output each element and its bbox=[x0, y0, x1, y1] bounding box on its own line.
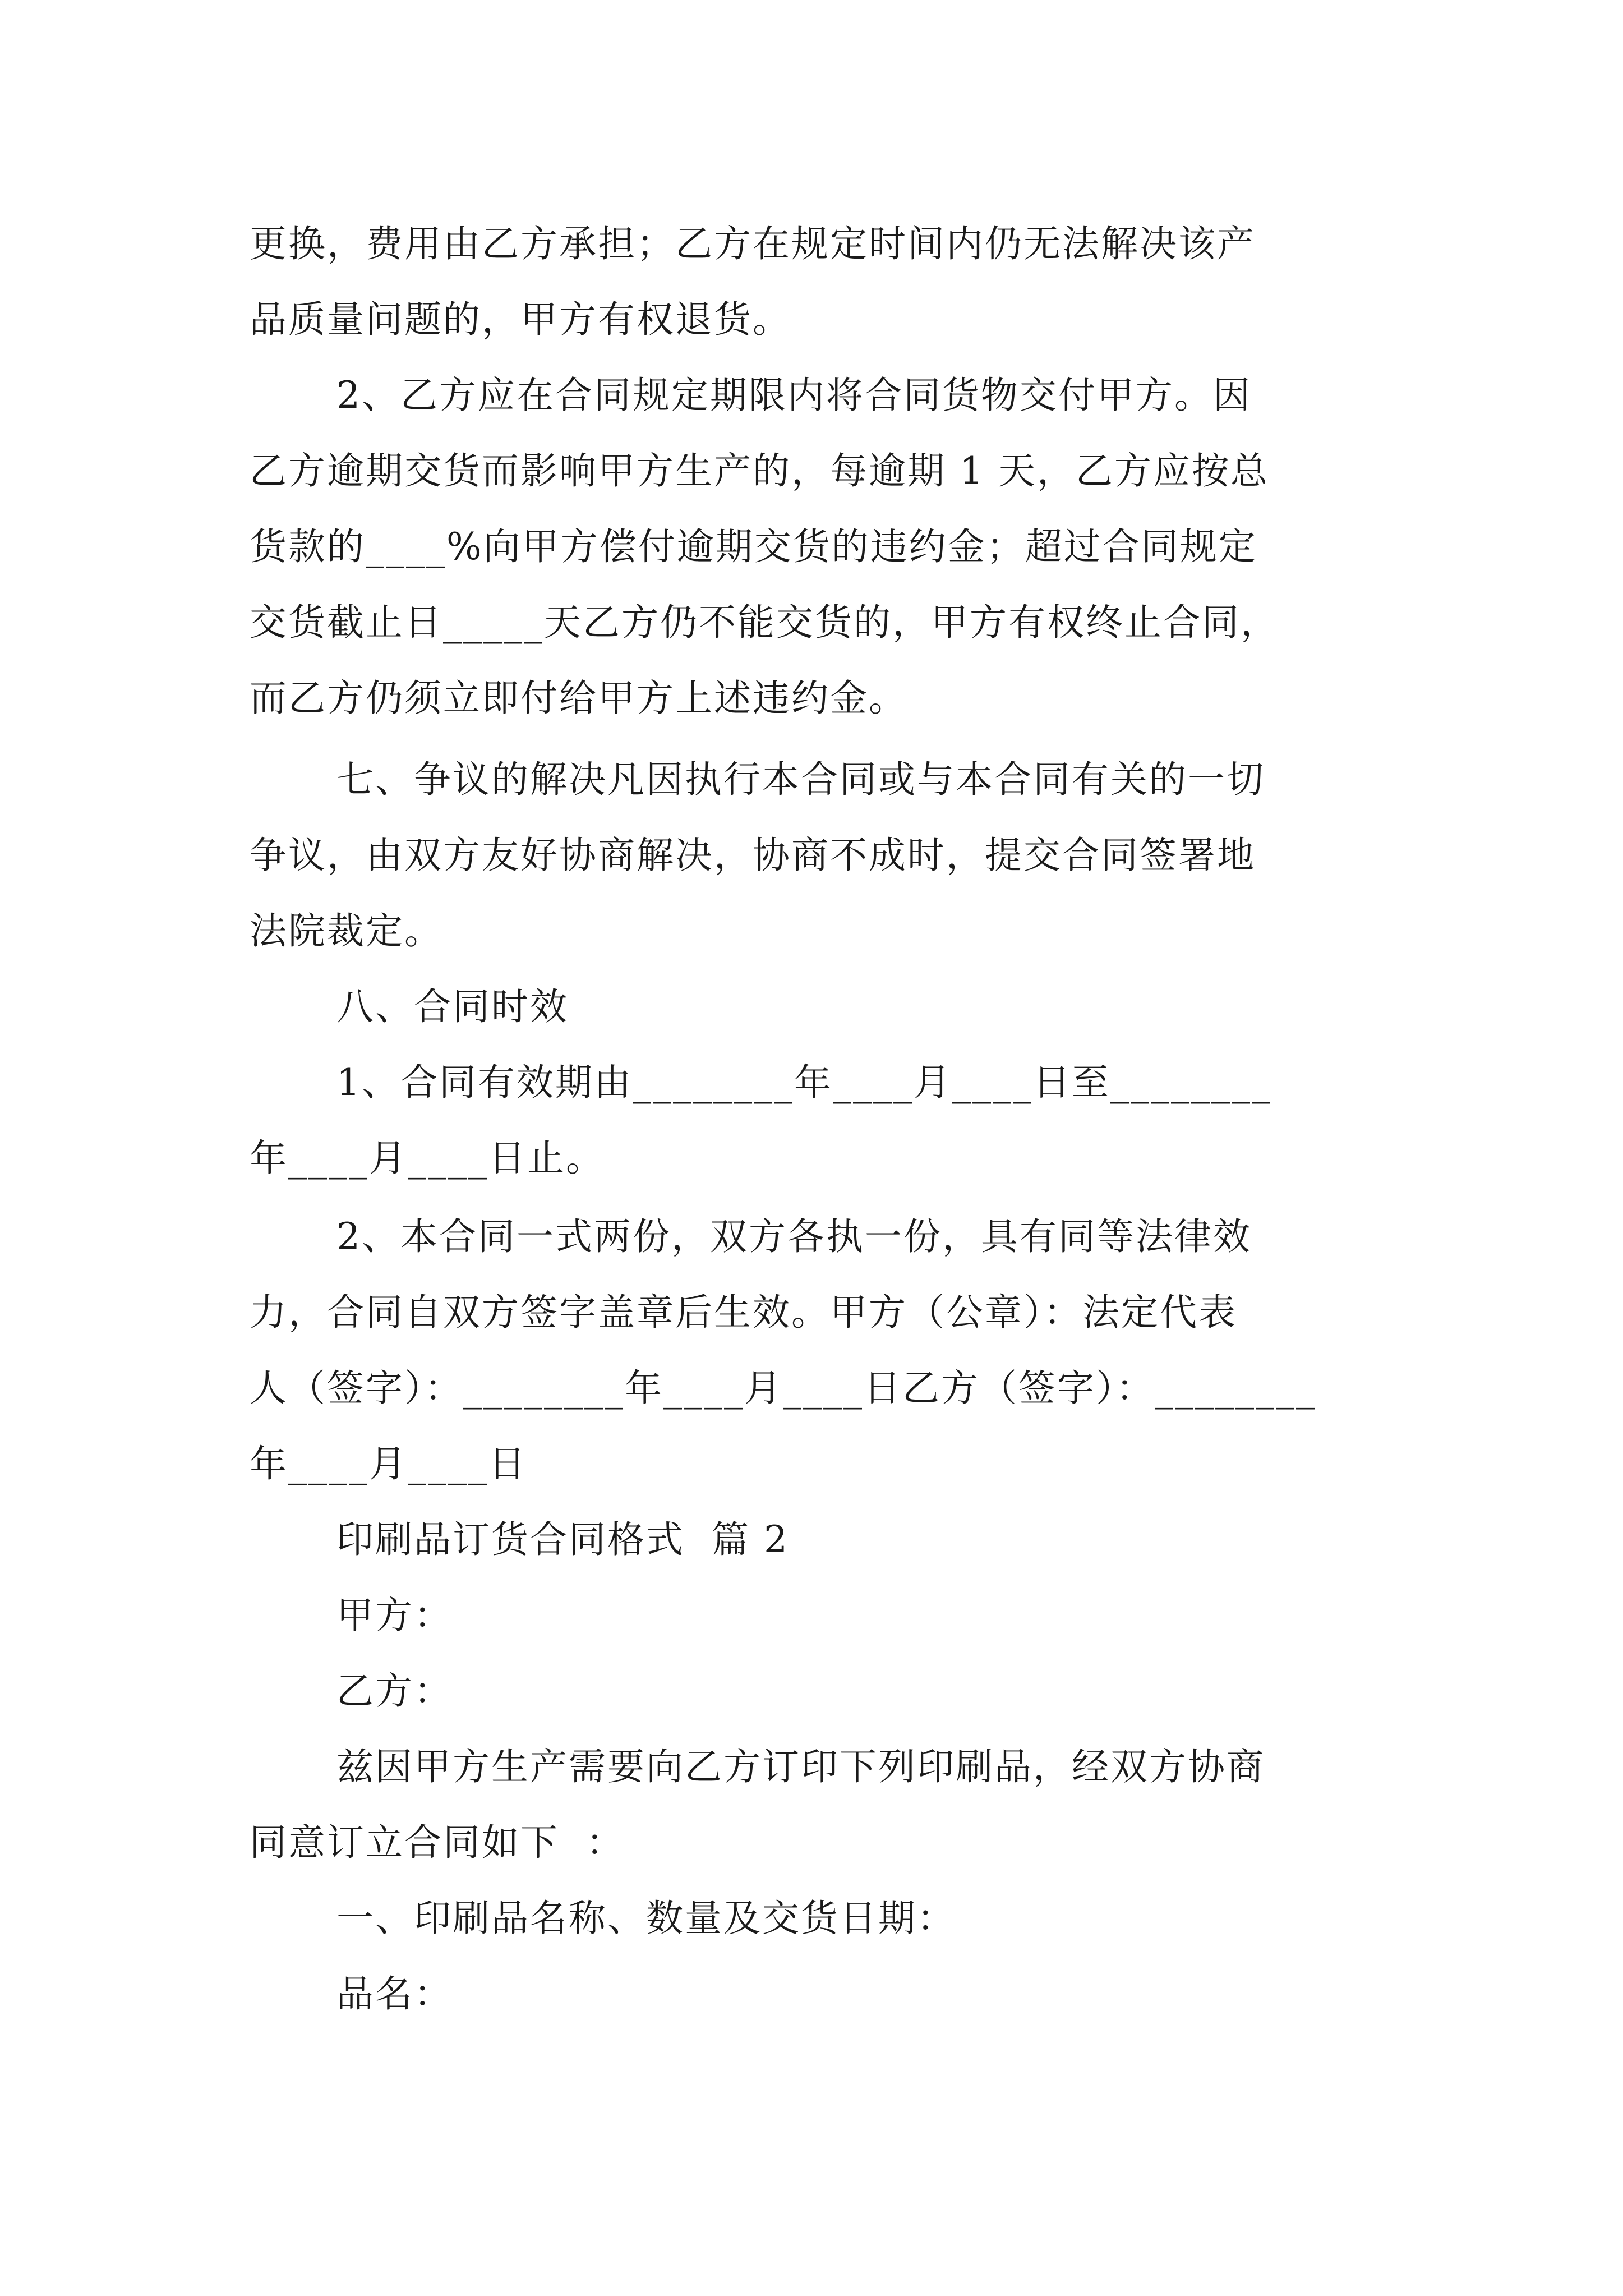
paragraph-line: 货款的____%向甲方偿付逾期交货的违约金；超过合同规定 bbox=[250, 525, 1257, 568]
paragraph-line: 力，合同自双方签字盖章后生效。甲方（公章）：法定代表 bbox=[250, 1291, 1237, 1334]
paragraph-line: 法院裁定。 bbox=[250, 909, 443, 953]
paragraph-line: 2、本合同一式两份，双方各执一份，具有同等法律效 bbox=[336, 1215, 1252, 1258]
paragraph-line: 兹因甲方生产需要向乙方订印下列印刷品，经双方协商 bbox=[336, 1745, 1265, 1788]
paragraph-line: 更换，费用由乙方承担；乙方在规定时间内仍无法解决该产 bbox=[250, 222, 1256, 265]
section-title: 印刷品订货合同格式 篇 2 bbox=[336, 1518, 789, 1561]
paragraph-line: 1、合同有效期由________年____月____日至________ bbox=[336, 1061, 1272, 1104]
paragraph-line: 七、争议的解决凡因执行本合同或与本合同有关的一切 bbox=[336, 758, 1265, 801]
section-heading: 一、印刷品名称、数量及交货日期： bbox=[336, 1897, 956, 1940]
paragraph-line: 交货截止日_____天乙方仍不能交货的，甲方有权终止合同， bbox=[250, 601, 1279, 644]
paragraph-line: 乙方逾期交货而影响甲方生产的，每逾期 1 天，乙方应按总 bbox=[250, 449, 1269, 493]
paragraph-line: 人（签字）：________年____月____日乙方（签字）：________ bbox=[250, 1366, 1316, 1410]
paragraph-line: 年____月____日 bbox=[250, 1442, 527, 1485]
party-b-label: 乙方： bbox=[336, 1669, 453, 1713]
party-a-label: 甲方： bbox=[336, 1594, 453, 1637]
paragraph-line: 年____月____日止。 bbox=[250, 1137, 605, 1180]
paragraph-line: 品质量问题的，甲方有权退货。 bbox=[250, 298, 791, 341]
paragraph-line: 争议，由双方友好协商解决，协商不成时，提交合同签署地 bbox=[250, 834, 1256, 877]
paragraph-line: 2、乙方应在合同规定期限内将合同货物交付甲方。因 bbox=[336, 374, 1252, 417]
paragraph-line: 同意订立合同如下 ： bbox=[250, 1821, 625, 1864]
item-name-label: 品名： bbox=[336, 1972, 453, 2016]
section-heading: 八、合同时效 bbox=[336, 985, 569, 1028]
paragraph-line: 而乙方仍须立即付给甲方上述违约金。 bbox=[250, 677, 907, 720]
